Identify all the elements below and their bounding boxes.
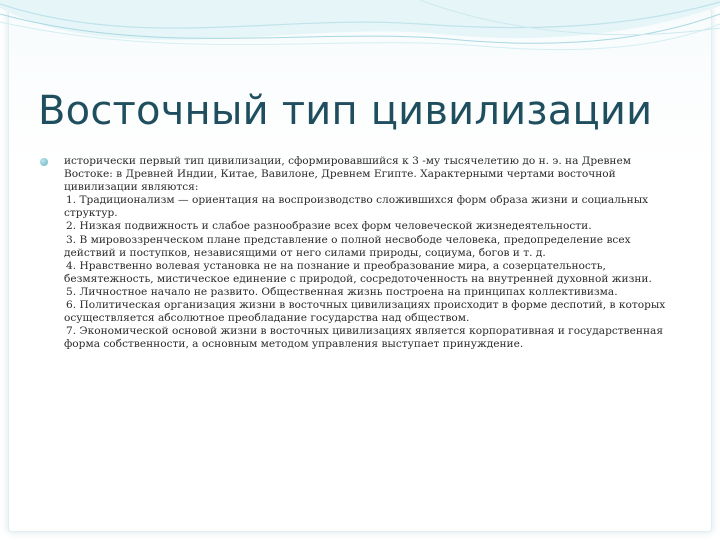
feature-item: 3. В мировоззренческом плане представление о полной несвободе человека, предопределение всех действий и поступков, независящими от него силами природы, социума, богов и т. д. bbox=[64, 233, 631, 259]
feature-item: 1. Традиционализм — ориентация на воспроизводство сложившихся форм образа жизни и социальных структур. bbox=[64, 194, 649, 220]
intro-paragraph: исторически первый тип цивилизации, сформировавшийся к 3 -му тысячелетию до н. э. на Древнем Востоке: в Древней Индии, Китае, Вавилоне, Древнем Египте. Характерными чертами восточной цивилизации являются: bbox=[64, 155, 631, 194]
slide-title: Восточный тип цивилизации bbox=[38, 88, 653, 134]
feature-item: 4. Нравственно волевая установка не на познание и преобразование мира, а созерцательность, безмятежность, мистическое единение с природой, сосредоточенность на внутренней духовной жизни. bbox=[64, 259, 652, 285]
feature-item: 2. Низкая подвижность и слабое разнообразие всех форм человеческой жизнедеятельности. bbox=[66, 220, 592, 233]
header-wave-decoration bbox=[0, 0, 720, 80]
bullet-icon bbox=[40, 158, 48, 166]
text-block bbox=[64, 155, 670, 351]
feature-item: 7. Экономической основой жизни в восточных цивилизациях является корпоративная и государственная форма собственности, а основным методом управления выступает принуждение. bbox=[64, 325, 664, 351]
feature-item: 6. Политическая организация жизни в восточных цивилизациях происходит в форме деспотий, в которых осуществляется абсолютное преобладание государства над обществом. bbox=[64, 299, 666, 325]
feature-item: 5. Личностное начало не развито. Общественная жизнь построена на принципах коллективизма. bbox=[66, 285, 618, 298]
slide-body bbox=[40, 155, 670, 351]
